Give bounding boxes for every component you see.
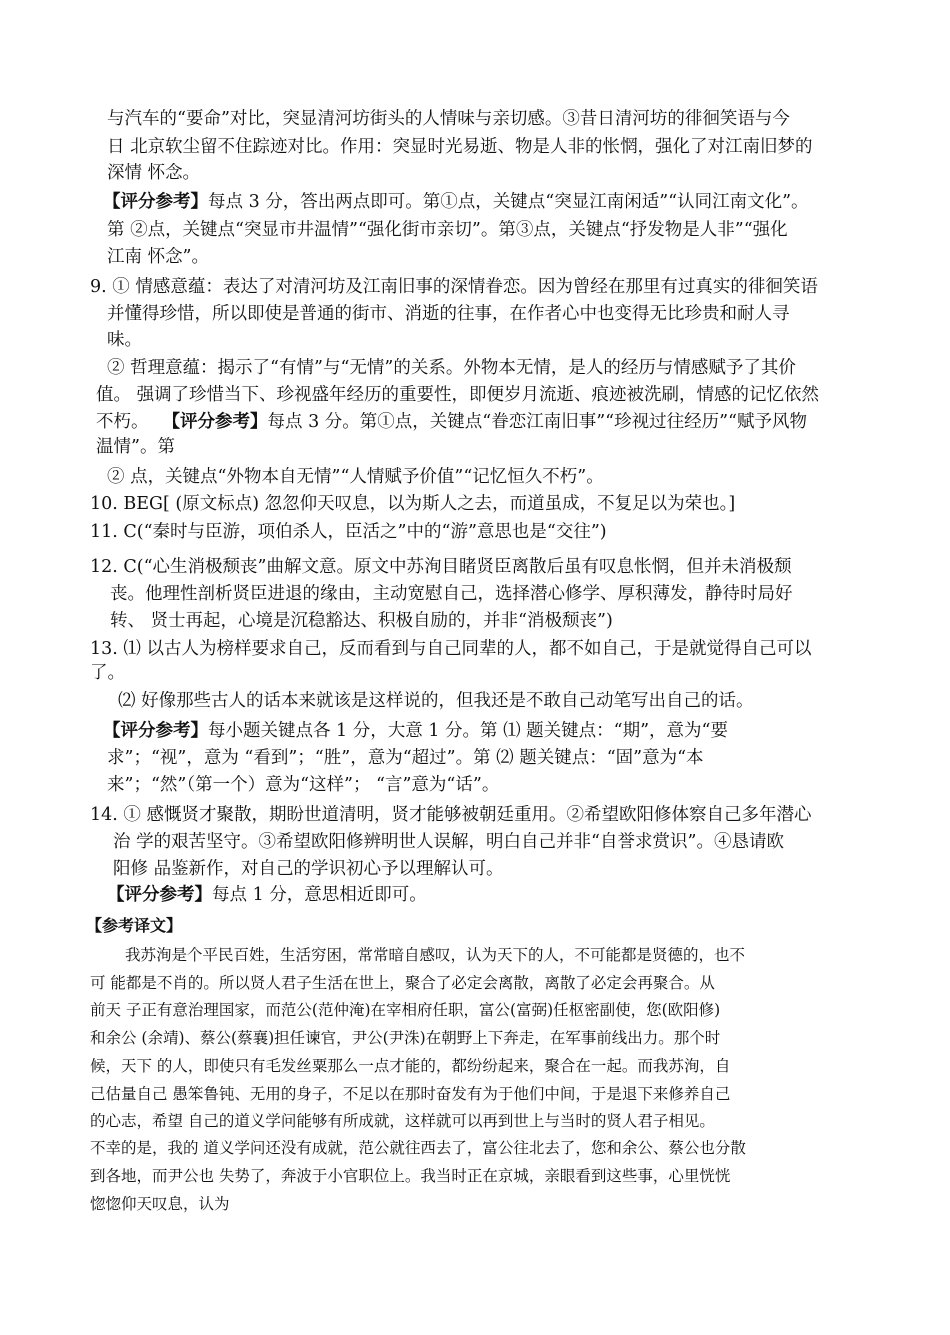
text-line: 第 ②点，关键点“突显市井温情”“强化街市亲切”。第③点，关键点“抒发物是人非”“强化 xyxy=(107,220,788,240)
scoring-label: 【评分参考】 xyxy=(107,885,212,905)
translation-line: 的心志，希望 自己的道义学问能够有所成就，这样就可以再到世上与当时的贤人君子相见。 xyxy=(90,1112,715,1130)
text-line: 日 北京软尘留不住踪迹对比。作用：突显时光易逝、物是人非的怅惘，强化了对江南旧梦的 xyxy=(107,137,813,157)
text-line: 阳修 品鉴新作，对自己的学识初心予以理解认可。 xyxy=(113,859,504,879)
translation-line: 候，天下 的人，即使只有毛发丝粟那么一点才能的，都纷纷起来，聚合在一起。而我苏洵，自 xyxy=(90,1057,731,1075)
translation-line: 前天 子正有意治理国家，而范公(范仲淹)在宰相府任职，富公(富弼)任枢密副使，您(欧阳修) xyxy=(90,1001,721,1019)
text-line: 了。 xyxy=(90,663,125,683)
text-line: 与汽车的“要命”对比，突显清河坊街头的人情味与亲切感。③昔日清河坊的徘徊笑语与今 xyxy=(107,109,790,129)
translation-line: 和余公 (余靖)、蔡公(蔡襄)担任谏官，尹公(尹洙)在朝野上下奔走，在军事前线出力。那个时 xyxy=(90,1029,721,1047)
scoring-reference-line xyxy=(96,410,807,434)
scoring-reference-line xyxy=(103,190,809,214)
answer-9-line: 9. ① 情感意蕴：表达了对清河坊及江南旧事的深情眷恋。因为曾经在那里有过真实的徘徊笑语 xyxy=(90,277,818,297)
answer-12-line: 12. C(“心生消极颓丧”曲解文意。原文中苏洵目睹贤臣离散后虽有叹息怅惘，但并未消极颓 xyxy=(90,557,792,577)
text-line: 来”；“然”（第一个）意为“这样”； “言”意为“话”。 xyxy=(107,775,500,795)
scoring-label: 【评分参考】 xyxy=(162,412,268,432)
scoring-text: 每点 3 分。第①点，关键点“眷恋江南旧事”“珍视过往经历”“赋予风物 xyxy=(267,412,807,432)
text-line: 江南 怀念”。 xyxy=(107,247,210,267)
translation-line: 可 能都是不肖的。所以贤人君子生活在世上，聚合了必定会离散，离散了必定会再聚合。从 xyxy=(90,974,715,992)
text-line: ② 点，关键点“外物本自无情”“人情赋予价值”“记忆恒久不朽”。 xyxy=(107,467,604,487)
text-line: 丧。他理性剖析贤臣进退的缘由，主动宽慰自己，选择潜心修学、厚积薄发，静待时局好 xyxy=(110,584,793,604)
translation-line: 不幸的是，我的 道义学问还没有成就，范公就往西去了，富公往北去了，您和余公、蔡公也分散 xyxy=(90,1139,746,1157)
text-line: 转、 贤士再起，心境是沉稳豁达、积极自励的，并非“消极颓丧”) xyxy=(110,611,613,631)
scoring-reference-line xyxy=(103,719,728,743)
text-line: ② 哲理意蕴：揭示了“有情”与“无情”的关系。外物本无情，是人的经历与情感赋予了其价 xyxy=(107,358,796,378)
scoring-label: 【评分参考】 xyxy=(103,721,208,741)
answer-11-line: 11. C(“秦时与臣游，项伯杀人，臣活之”中的“游”意思也是“交往”) xyxy=(90,522,607,542)
answer-10-line: 10. BEG[ (原文标点) 忽忽仰天叹息，以为斯人之去，而道虽成，不复足以为荣也。] xyxy=(90,494,736,514)
scoring-text: 每点 3 分，答出两点即可。第①点，关键点“突显江南闲适”“认同江南文化”。 xyxy=(208,192,809,212)
translation-line: 惚惚仰天叹息，认为 xyxy=(90,1195,230,1213)
text-segment: 不朽。 xyxy=(96,412,149,432)
scoring-reference-line xyxy=(107,883,427,907)
text-line: 治 学的艰苦坚守。③希望欧阳修辨明世人误解，明白自己并非“自誉求赏识”。④恳请欧 xyxy=(113,832,784,852)
translation-line: 我苏洵是个平民百姓，生活穷困，常常暗自感叹，认为天下的人，不可能都是贤德的，也不 xyxy=(125,946,746,964)
text-line: ⑵ 好像那些古人的话本来就该是这样说的，但我还是不敢自己动笔写出自己的话。 xyxy=(118,691,754,711)
answer-14-line: 14. ① 感慨贤才聚散，期盼世道清明，贤才能够被朝廷重用。②希望欧阳修体察自己多年潜心 xyxy=(90,805,812,825)
text-line: 求”；“视”，意为 “看到”；“胜”，意为“超过”。第 ⑵ 题关键点：“固”意为“本 xyxy=(107,748,704,768)
scoring-text: 每点 1 分，意思相近即可。 xyxy=(212,885,427,905)
translation-line: 己估量自己 愚笨鲁钝、无用的身子，不足以在那时奋发有为于他们中间，于是退下来修养自己 xyxy=(90,1085,731,1103)
text-line: 深情 怀念。 xyxy=(107,163,201,183)
text-line: 值。 强调了珍惜当下、珍视盛年经历的重要性，即便岁月流逝、痕迹被洗刷，情感的记忆依然 xyxy=(96,385,820,405)
text-line: 温情”。第 xyxy=(96,437,175,457)
translation-heading: 【参考译文】 xyxy=(86,916,183,935)
answer-13-line: 13. ⑴ 以古人为榜样要求自己，反而看到与自己同辈的人，都不如自己，于是就觉得自己可以 xyxy=(90,639,812,659)
translation-line: 到各地，而尹公也 失势了，奔波于小官职位上。我当时正在京城，亲眼看到这些事，心里恍恍 xyxy=(90,1167,731,1185)
text-line: 味。 xyxy=(107,330,142,350)
text-line: 并懂得珍惜，所以即使是普通的街市、消逝的往事，在作者心中也变得无比珍贵和耐人寻 xyxy=(107,304,790,324)
scoring-text: 每小题关键点各 1 分，大意 1 分。第 ⑴ 题关键点：“期”，意为“要 xyxy=(208,721,728,741)
scoring-label: 【评分参考】 xyxy=(103,192,208,212)
